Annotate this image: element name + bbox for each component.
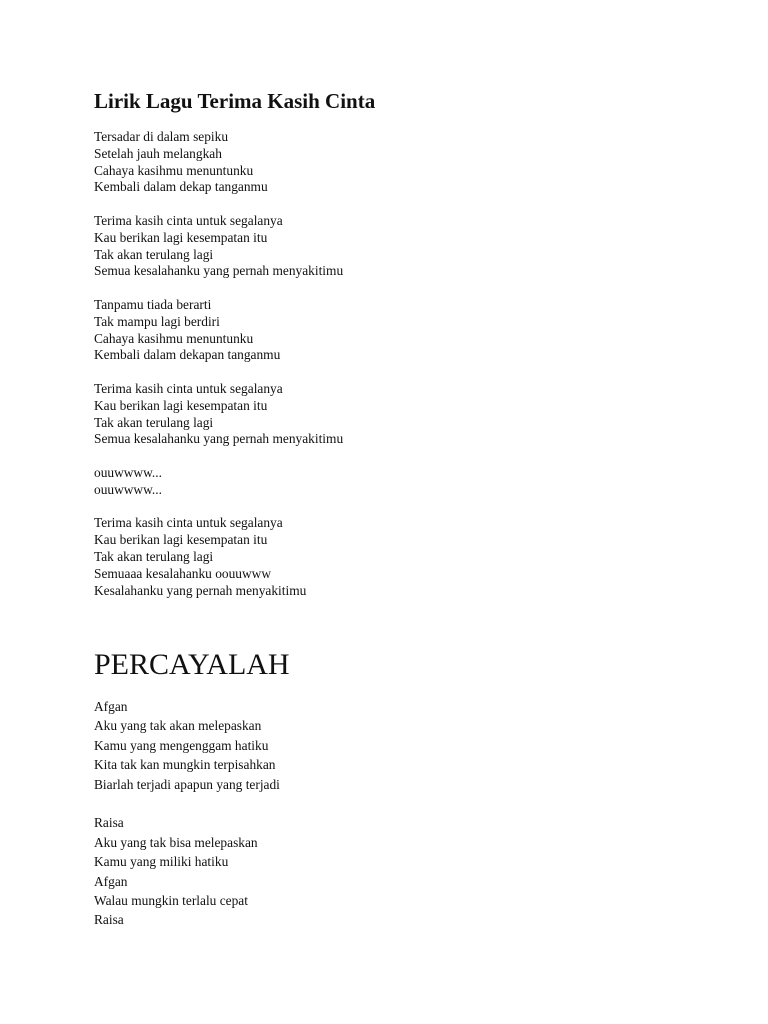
stanza-gap bbox=[94, 280, 343, 297]
stanza-gap bbox=[94, 794, 280, 813]
lyric-line: Kembali dalam dekap tanganmu bbox=[94, 179, 268, 195]
lyrics-percayalah bbox=[94, 697, 280, 930]
lyric-line: Afgan bbox=[94, 873, 128, 889]
stanza bbox=[94, 813, 280, 929]
stanza bbox=[94, 213, 343, 280]
song-title-percayalah: PERCAYALAH bbox=[94, 648, 290, 681]
lyric-line: Tanpamu tiada berarti bbox=[94, 296, 212, 312]
lyric-line: Raisa bbox=[94, 815, 124, 831]
lyric-line: Afgan bbox=[94, 699, 128, 714]
lyric-line: Kau berikan lagi kesempatan itu bbox=[94, 229, 268, 245]
song-title-terima-kasih-cinta: Lirik Lagu Terima Kasih Cinta bbox=[94, 89, 376, 113]
lyric-line: Biarlah terjadi apapun yang terjadi bbox=[94, 776, 280, 792]
lyric-line: Tak akan terulang lagi bbox=[94, 548, 214, 564]
lyric-line: Walau mungkin terlalu cepat bbox=[94, 892, 248, 908]
lyric-line: Kamu yang mengenggam hatiku bbox=[94, 737, 269, 753]
lyric-line: Kau berikan lagi kesempatan itu bbox=[94, 532, 268, 548]
stanza bbox=[94, 129, 343, 196]
lyric-line: Terima kasih cinta untuk segalanya bbox=[94, 212, 283, 228]
lyric-line: Aku yang tak akan melepaskan bbox=[94, 718, 262, 734]
lyric-line: ouuwwww... bbox=[94, 481, 162, 497]
lyric-line: Semua kesalahanku yang pernah menyakitimu bbox=[94, 431, 344, 447]
lyric-line: Semuaaa kesalahanku oouuwww bbox=[94, 565, 272, 581]
lyric-line: Raisa bbox=[94, 912, 124, 928]
lyric-line: ouuwwww... bbox=[94, 464, 162, 480]
lyric-line: Cahaya kasihmu menuntunku bbox=[94, 330, 254, 346]
stanza-gap bbox=[94, 448, 343, 465]
lyric-line: Cahaya kasihmu menuntunku bbox=[94, 162, 254, 178]
lyric-line: Terima kasih cinta untuk segalanya bbox=[94, 380, 283, 396]
lyric-line: Tak akan terulang lagi bbox=[94, 246, 214, 262]
lyric-line: Kamu yang miliki hatiku bbox=[94, 854, 229, 870]
lyric-line: Semua kesalahanku yang pernah menyakitimu bbox=[94, 263, 344, 279]
lyric-line: Setelah jauh melangkah bbox=[94, 145, 222, 161]
lyric-line: Tersadar di dalam sepiku bbox=[94, 129, 229, 144]
stanza bbox=[94, 381, 343, 448]
lyric-line: Kembali dalam dekapan tanganmu bbox=[94, 347, 281, 363]
stanza bbox=[94, 697, 280, 794]
lyric-line: Kesalahanku yang pernah menyakitimu bbox=[94, 582, 307, 598]
lyric-line: Tak mampu lagi berdiri bbox=[94, 313, 220, 329]
stanza bbox=[94, 297, 343, 364]
stanza bbox=[94, 515, 343, 599]
lyric-line: Kita tak kan mungkin terpisahkan bbox=[94, 757, 276, 773]
stanza-gap bbox=[94, 196, 343, 213]
stanza-gap bbox=[94, 499, 343, 516]
lyric-line: Aku yang tak bisa melepaskan bbox=[94, 834, 258, 850]
lyric-line: Terima kasih cinta untuk segalanya bbox=[94, 515, 283, 531]
stanza-gap bbox=[94, 364, 343, 381]
stanza bbox=[94, 465, 343, 499]
lyric-line: Kau berikan lagi kesempatan itu bbox=[94, 397, 268, 413]
lyric-line: Tak akan terulang lagi bbox=[94, 414, 214, 430]
lyrics-terima-kasih-cinta bbox=[94, 129, 343, 599]
